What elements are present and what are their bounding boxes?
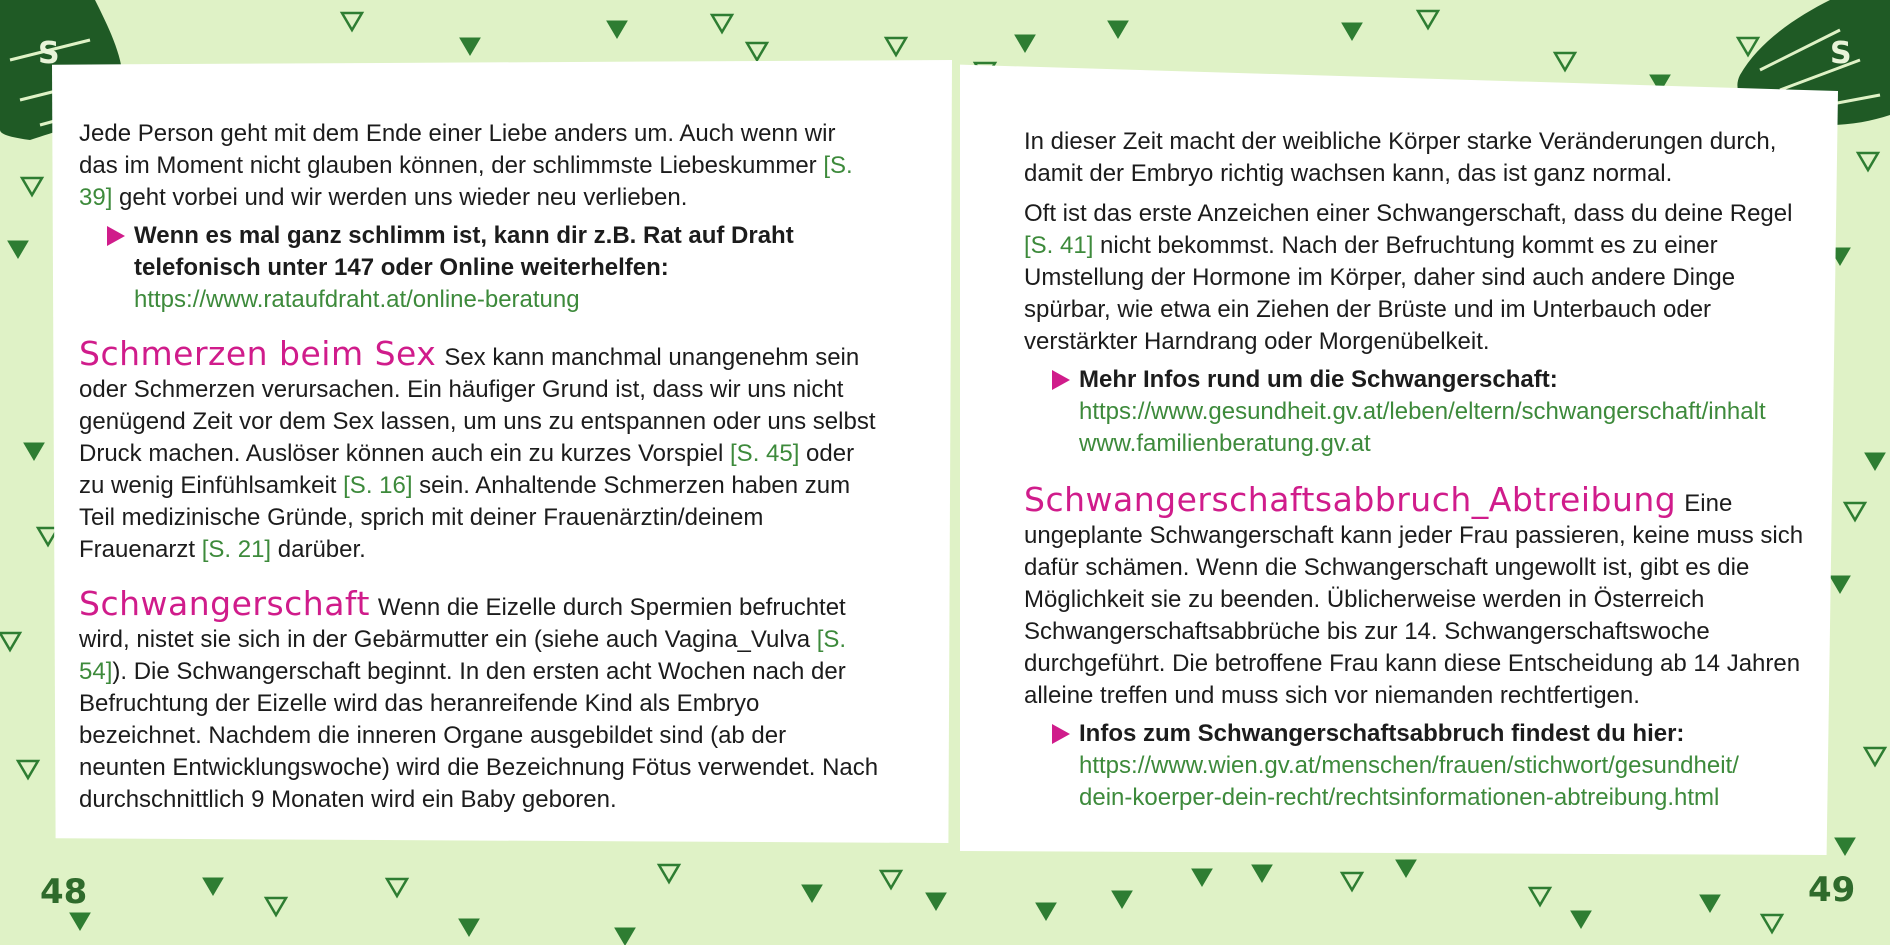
body-text: Oft ist das erste Anzeichen einer Schwangerschaft, dass du deine Regel [1024, 200, 1793, 227]
corner-label-left: S [38, 36, 60, 71]
triangle-decoration [1555, 53, 1575, 70]
arrow-bullet-icon [1052, 370, 1070, 390]
bullet-text: Wenn es mal ganz schlimm ist, kann dir z.B. Rat auf Draht telefonisch unter 147 oder Online weiterhelfen: [134, 222, 794, 281]
triangle-decoration [607, 21, 627, 38]
body-paragraph [1024, 198, 1824, 358]
section-schwangerschaft [79, 584, 879, 816]
triangle-decoration [24, 443, 44, 460]
section-text: darüber. [271, 536, 366, 563]
body-text: nicht bekommst. Nach der Befruchtung kommt es zu einer Umstellung der Hormone im Körper, daher sind auch andere Dinge spürbar, wie etwa ein Ziehen der Brüste und im Unterbauch oder verstärkter Harndrang oder Morgenübelkeit. [1024, 232, 1736, 355]
triangle-decoration [1700, 895, 1720, 912]
page-reference[interactable]: [S. 16] [343, 472, 413, 499]
intro-text-tail: geht vorbei und wir werden uns wieder neu verlieben. [112, 184, 688, 211]
triangle-decoration [886, 38, 906, 55]
triangle-decoration [266, 898, 286, 915]
section-text: oder zu wenig Einfühlsamkeit [79, 440, 855, 499]
triangle-decoration [659, 865, 679, 882]
arrow-bullet-icon [1052, 724, 1070, 744]
gesundheit-link[interactable]: https://www.gesundheit.gv.at/leben/eltern/schwangerschaft/inhalt [1079, 398, 1766, 425]
triangle-decoration [1192, 869, 1212, 886]
section-text: sein. Anhaltende Schmerzen haben zum Teil medizinische Gründe, sprich mit deiner Frauenärztin/deinem Frauenarzt [79, 472, 851, 563]
page-reference[interactable]: [S. 39] [79, 152, 853, 211]
triangle-decoration [1738, 38, 1758, 55]
triangle-decoration [1396, 860, 1416, 877]
triangle-decoration [1865, 453, 1885, 470]
triangle-decoration [18, 761, 38, 778]
triangle-decoration [1530, 888, 1550, 905]
triangle-decoration [615, 928, 635, 945]
triangle-decoration [459, 919, 479, 936]
section-heading: Schwangerschaftsabbruch_Abtreibung [1024, 480, 1677, 519]
triangle-decoration [1418, 11, 1438, 28]
familienberatung-link[interactable]: www.familienberatung.gv.at [1079, 430, 1371, 457]
triangle-decoration [1845, 503, 1865, 520]
body-paragraph: In dieser Zeit macht der weibliche Körper starke Veränderungen durch, damit der Embryo richtig wachsen kann, das ist ganz normal. [1024, 128, 1777, 187]
triangle-decoration [1858, 153, 1878, 170]
pregnancy-info-bullet [1024, 364, 1824, 460]
triangle-decoration [1762, 915, 1782, 932]
triangle-decoration [926, 893, 946, 910]
rataufdraht-link[interactable]: https://www.rataufdraht.at/online-beratung [134, 286, 580, 313]
triangle-decoration [1835, 838, 1855, 855]
section-heading: Schmerzen beim Sex [79, 334, 437, 373]
wien-link-continued[interactable]: dein-koerper-dein-recht/rechtsinformationen-abtreibung.html [1079, 784, 1720, 811]
triangle-decoration [387, 879, 407, 896]
section-schmerzen [79, 334, 879, 566]
helpline-bullet [79, 220, 879, 316]
bullet-text: Infos zum Schwangerschaftsabbruch findest du hier: [1079, 720, 1685, 747]
page-number-right: 49 [1808, 870, 1856, 910]
triangle-decoration [1571, 911, 1591, 928]
triangle-decoration [1865, 748, 1885, 765]
arrow-bullet-icon [107, 226, 125, 246]
page-reference[interactable]: [S. 54] [79, 626, 847, 685]
triangle-decoration [1830, 576, 1850, 593]
page-reference[interactable]: [S. 21] [201, 536, 272, 563]
triangle-decoration [1112, 891, 1132, 908]
page-reference[interactable]: [S. 41] [1024, 232, 1094, 259]
section-text: Eine ungeplante Schwangerschaft kann jeder Frau passieren, keine muss sich dafür schämen. Wenn die Schwangerschaft ungewollt ist, gibt es die Möglichkeit sie zu beenden. Üblicherweise werden in Österreich Schwangerschaftsabbrüche bis zur 14. Schwangerschaftswoche durchgeführt. Die betroffene Frau kann diese Entscheidung ab 14 Jahren alleine treffen und muss sich vor niemanden rechtfertigen. [1024, 490, 1804, 709]
right-page-content [1024, 126, 1824, 814]
abortion-info-bullet [1024, 718, 1824, 814]
triangle-decoration [70, 913, 90, 930]
triangle-decoration [1252, 865, 1272, 882]
section-heading: Schwangerschaft [79, 584, 370, 623]
triangle-decoration [8, 241, 28, 258]
page-reference[interactable]: [S. 45] [730, 440, 800, 467]
triangle-decoration [1036, 903, 1056, 920]
section-text: Wenn die Eizelle durch Spermien befruchtet wird, nistet sie sich in der Gebärmutter ein (siehe auch Vagina_Vulva [79, 594, 846, 653]
section-abbruch [1024, 480, 1824, 712]
triangle-decoration [22, 178, 42, 195]
triangle-decoration [712, 15, 732, 32]
triangle-decoration [342, 13, 362, 30]
triangle-decoration [1015, 35, 1035, 52]
intro-text: Jede Person geht mit dem Ende einer Liebe anders um. Auch wenn wir das im Moment nicht glauben können, der schlimmste Liebeskummer [79, 120, 836, 179]
intro-paragraph [79, 118, 879, 214]
page-number-left: 48 [40, 872, 88, 912]
triangle-decoration [747, 43, 767, 60]
triangle-decoration [802, 885, 822, 902]
left-page-content [79, 118, 879, 816]
bullet-text: Mehr Infos rund um die Schwangerschaft: [1079, 366, 1558, 393]
triangle-decoration [1108, 21, 1128, 38]
triangle-decoration [1342, 23, 1362, 40]
section-text: ). Die Schwangerschaft beginnt. In den ersten acht Wochen nach der Befruchtung der Eizelle wird das heranreifende Kind als Embryo bezeichnet. Nachdem die inneren Organe ausgebildet sind (ab der neunten Entwicklungswoche) wird die Bezeichnung Fötus verwendet. Nach durchschnittlich 9 Monaten wird ein Baby geboren. [79, 658, 879, 813]
triangle-decoration [0, 633, 20, 650]
wien-link[interactable]: https://www.wien.gv.at/menschen/frauen/stichwort/gesundheit/ [1079, 752, 1739, 779]
section-text: Sex kann manchmal unangenehm sein oder Schmerzen verursachen. Ein häufiger Grund ist, dass wir uns nicht genügend Zeit vor dem Sex lassen, um uns zu entspannen oder uns selbst Druck machen. Auslöser können auch ein zu kurzes Vorspiel [79, 344, 876, 467]
triangle-decoration [1342, 873, 1362, 890]
corner-label-right: S [1830, 36, 1852, 71]
triangle-decoration [881, 871, 901, 888]
triangle-decoration [460, 38, 480, 55]
triangle-decoration [203, 878, 223, 895]
